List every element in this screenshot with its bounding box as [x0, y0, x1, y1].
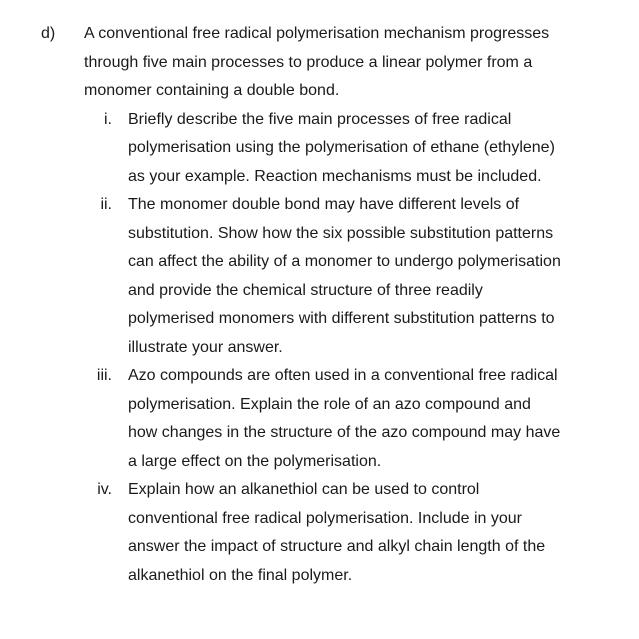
question-label: d)	[41, 25, 56, 42]
subquestion-line: how changes in the structure of the azo compound may have	[128, 424, 561, 441]
subquestion-line: substitution. Show how the six possible substitution patterns	[128, 224, 554, 242]
subquestion-line: answer the impact of structure and alkyl chain length of the	[128, 538, 546, 555]
subquestion-line: Briefly describe the five main processes of free radical	[128, 110, 512, 128]
subquestion-line: polymerisation using the polymerisation of ethane (ethylene)	[128, 139, 555, 156]
subquestion-number: i.	[104, 110, 112, 128]
subquestion-line: can affect the ability of a monomer to undergo polymerisation	[128, 253, 561, 270]
subquestion-text	[128, 362, 598, 476]
subquestion-text	[128, 191, 598, 362]
intro-line: through five main processes to produce a linear polymer from a	[84, 53, 533, 71]
subquestion-text	[128, 476, 598, 590]
subquestion-line: as your example. Reaction mechanisms must be included.	[128, 167, 542, 185]
intro-line: A conventional free radical polymerisation mechanism progresses	[84, 25, 550, 42]
subquestion-line: a large effect on the polymerisation.	[128, 452, 382, 470]
subquestion-number: iii.	[96, 367, 112, 384]
intro-line: monomer containing a double bond.	[84, 82, 340, 99]
subquestion-line: polymerised monomers with different substitution patterns to	[128, 310, 555, 327]
subquestion-text	[128, 106, 598, 192]
subquestion-number: iv.	[97, 481, 112, 498]
subquestion-line: conventional free radical polymerisation. Include in your	[128, 509, 522, 527]
subquestion-line: and provide the chemical structure of three readily	[128, 281, 483, 299]
subquestion-line: illustrate your answer.	[128, 338, 283, 356]
subquestion-line: Explain how an alkanethiol can be used to control	[128, 481, 480, 498]
subquestion-line: Azo compounds are often used in a conventional free radical	[128, 367, 558, 384]
subquestion-line: polymerisation. Explain the role of an azo compound and	[128, 395, 531, 413]
subquestion-line: alkanethiol on the final polymer.	[128, 566, 353, 584]
subquestion-line: The monomer double bond may have different levels of	[128, 196, 520, 213]
question-intro	[84, 20, 584, 106]
subquestion-number: ii.	[100, 196, 112, 213]
